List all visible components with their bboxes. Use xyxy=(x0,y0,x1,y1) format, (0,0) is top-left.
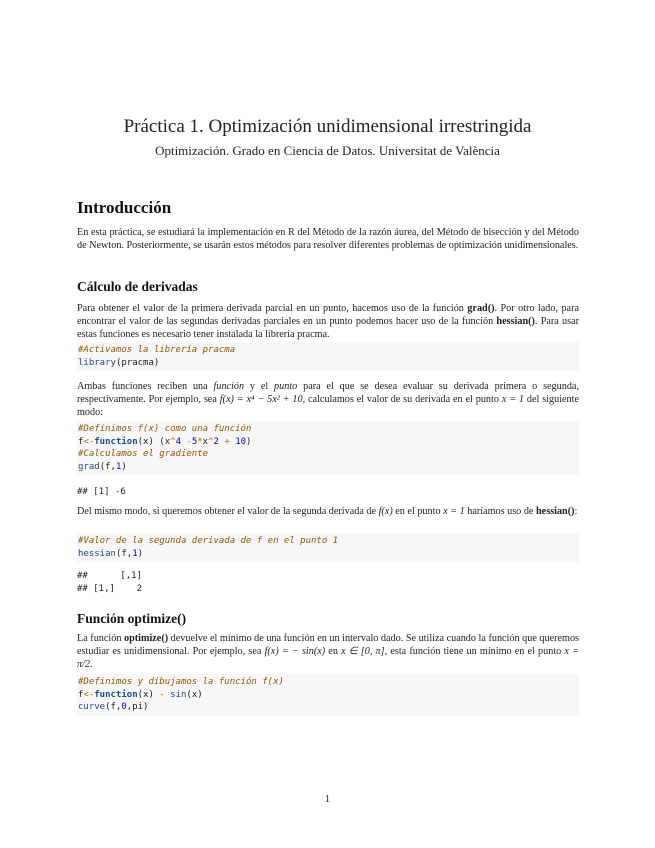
derivadas-paragraph-3: Del mismo modo, si queremos obtener el valor de la segunda derivada de f(x) en el punto x = 1 haríamos uso de hessian(): xyxy=(77,506,578,517)
document-subtitle: Optimización. Grado en Ciencia de Datos. Universitat de València xyxy=(155,143,500,158)
page-number: 1 xyxy=(324,794,331,805)
derivadas-paragraph-2: Ambas funciones reciben una función y el punto para el que se desea evaluar su derivada primera o segunda, respectivamente. Por ejemplo, sea f(x) = x⁴ − 5x² + 10, calculamos el valor de su derivada en el punto x = 1 del siguiente modo: xyxy=(77,381,579,418)
output-grad: ## [1] -6 xyxy=(77,487,126,497)
optimize-paragraph: La función optimize() devuelve el mínimo de una función en un intervalo dado. Se utiliza cuando la función que queremos estudiar es unidimensional. Por ejemplo, sea f(x) = − sin(x) en x ∈ [0, π], esta función tiene un mínimo en el punto x = π/2. xyxy=(77,633,579,670)
subsection-heading-derivadas: Cálculo de derivadas xyxy=(77,279,198,294)
code-block-curve: #Definimos y dibujamos la función f(x) f<-function(x) - sin(x) curve(f,0,pi) xyxy=(77,674,579,716)
derivadas-paragraph-1: Para obtener el valor de la primera derivada parcial en un punto, hacemos uso de la función grad(). Por otro lado, para encontrar el valor de las segundas derivadas parciales en un punto podemos hacer uso de la función hessian(). Para usar estas funciones es necesario tener instalada la librería pracma. xyxy=(77,303,580,340)
intro-paragraph: En esta práctica, se estudiará la implementación en R del Método de la razón áurea, del Método de bisección y del Método de Newton. Posteriormente, se usarán estos métodos para resolver diferentes problemas de optimización unidimensionales. xyxy=(77,227,579,251)
document-title: Práctica 1. Optimización unidimensional irrestringida xyxy=(123,116,532,137)
output-hessian: ## [,1] ## [1,] 2 xyxy=(77,571,143,594)
subsection-heading-optimize: Función optimize() xyxy=(77,611,187,626)
code-block-hessian: #Valor de la segunda derivada de f en el punto 1 hessian(f,1) xyxy=(77,533,579,562)
section-heading-introduccion: Introducción xyxy=(77,198,172,217)
code-block-library: #Activamos la librería pracma library(pracma) xyxy=(77,342,579,371)
code-block-grad: #Definimos f(x) como una función f<-function(x) (x^4 -5*x^2 + 10) #Calculamos el gradiente grad(f,1) xyxy=(77,421,579,475)
